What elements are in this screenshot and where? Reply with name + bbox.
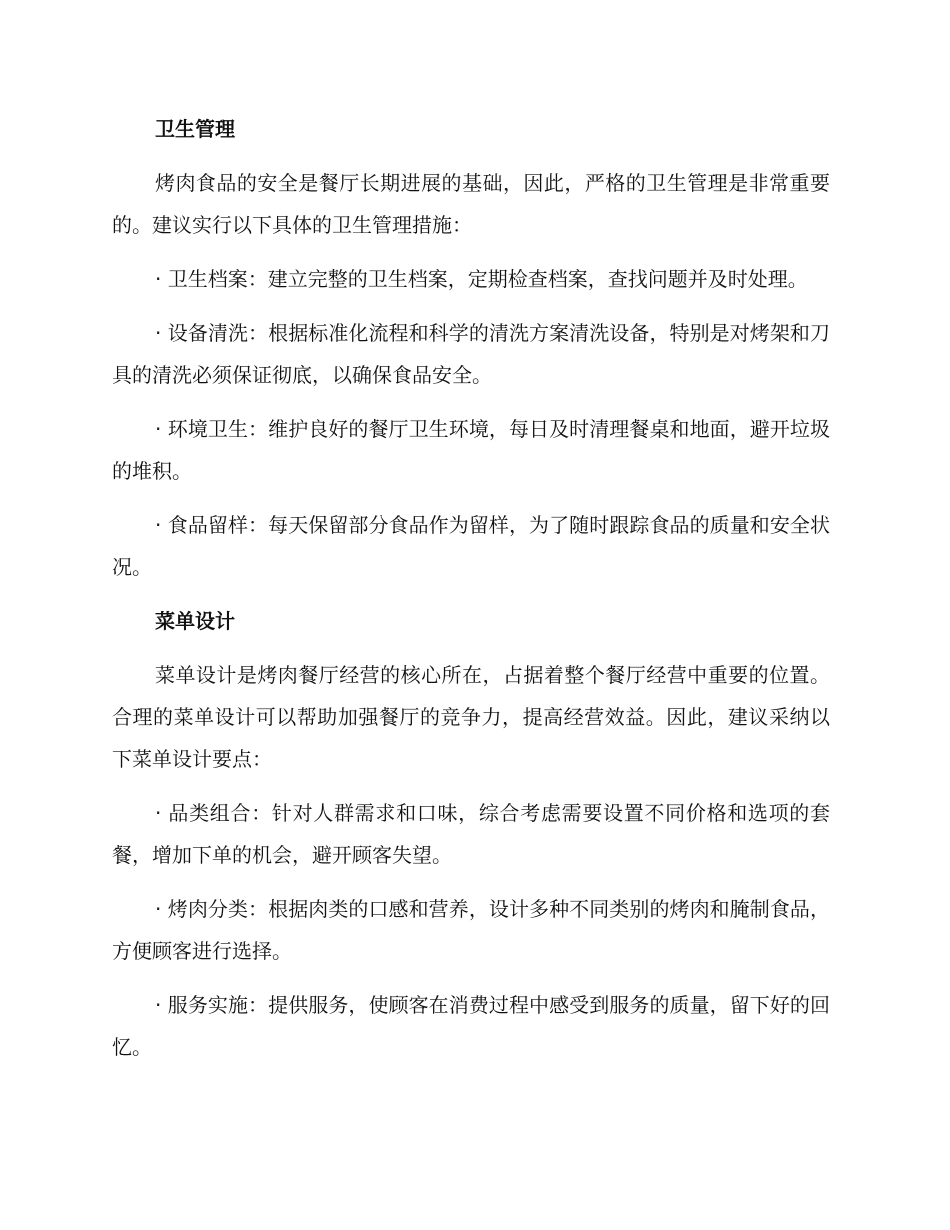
list-item-food-samples: · 食品留样：每天保留部分食品作为留样，为了随时跟踪食品的质量和安全状况。 — [112, 513, 830, 579]
list-item-service-implementation: · 服务实施：提供服务，使顾客在消费过程中感受到服务的质量，留下好的回忆。 — [112, 993, 830, 1059]
document-body — [112, 108, 830, 1080]
section-heading-hygiene: 卫生管理 — [155, 117, 235, 141]
section-heading-menu-design: 菜单设计 — [155, 609, 235, 633]
list-item-environment-hygiene: · 环境卫生：维护良好的餐厅卫生环境，每日及时清理餐桌和地面，避开垃圾的堆积。 — [112, 417, 830, 483]
section-intro-hygiene: 烤肉食品的安全是餐厅长期进展的基础，因此，严格的卫生管理是非常重要的。建议实行以下具体的卫生管理措施： — [112, 171, 830, 237]
list-item-category-combination: · 品类组合：针对人群需求和口味，综合考虑需要设置不同价格和选项的套餐，增加下单的机会，避开顾客失望。 — [112, 801, 830, 867]
list-item-bbq-classification: · 烤肉分类：根据肉类的口感和营养，设计多种不同类别的烤肉和腌制食品，方便顾客进行选择。 — [112, 897, 830, 963]
list-item-hygiene-records: · 卫生档案：建立完整的卫生档案，定期检查档案，查找问题并及时处理。 — [155, 267, 808, 291]
list-item-equipment-cleaning: · 设备清洗：根据标准化流程和科学的清洗方案清洗设备，特别是对烤架和刀具的清洗必须保证彻底，以确保食品安全。 — [112, 321, 830, 387]
section-intro-menu-design: 菜单设计是烤肉餐厅经营的核心所在，占据着整个餐厅经营中重要的位置。合理的菜单设计可以帮助加强餐厅的竞争力，提高经营效益。因此，建议采纳以下菜单设计要点： — [112, 663, 830, 771]
